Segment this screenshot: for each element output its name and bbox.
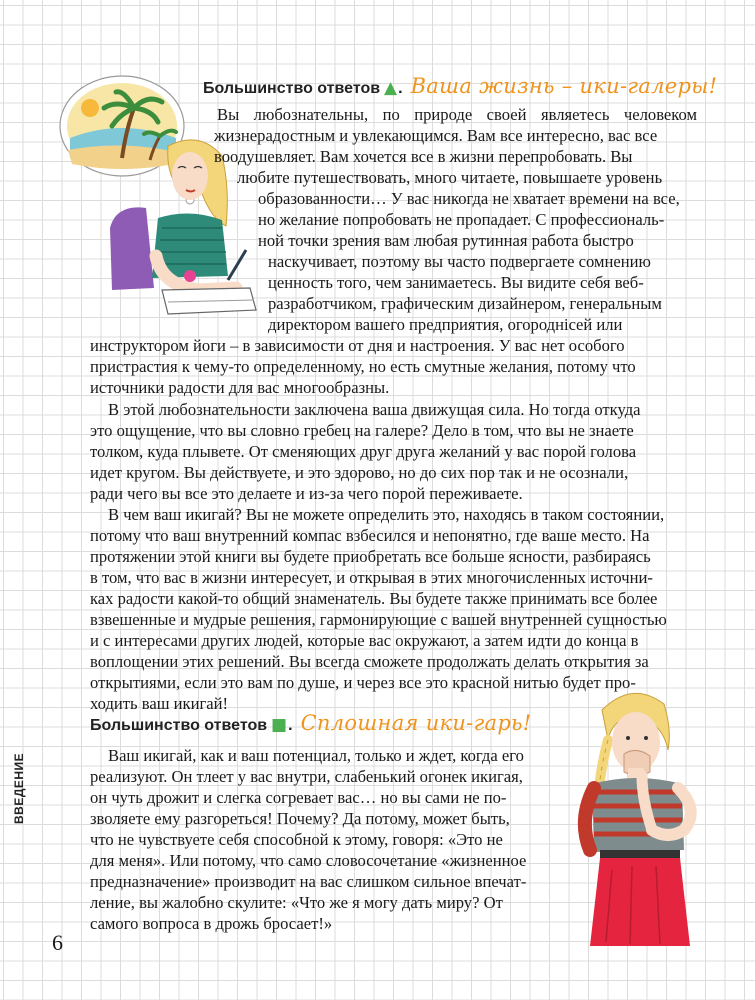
section1-line: Вы любознательны, по природе своей являетесь человеком	[217, 105, 697, 124]
section2-line: зволяете ему разгореться! Почему? Да потому, может быть,	[90, 809, 510, 828]
section1-line: жизнерадостным и увлекающимся. Вам все интересно, вас все	[214, 126, 658, 145]
section1-line: наскучивает, поэтому вы часто подвергаете сомнению	[268, 252, 651, 271]
section1-line: В чем ваш икигай? Вы не можете определить это, находясь в таком состоянии,	[108, 505, 665, 524]
section2-label: Большинство ответов	[90, 717, 268, 734]
section1-line: источники радости для вас многообразны.	[90, 378, 390, 397]
section1-line: открытиями, если это вам по душе, и через все это красной нитью будет про-	[90, 673, 636, 692]
section1-line: пристрастия к чему-то определенному, но есть смутные желания, потому что	[90, 357, 636, 376]
section2-line: он чуть дрожит и слегка согревает вас… но вы сами не по-	[90, 788, 507, 807]
section1-line: любите путешествовать, много читаете, повышаете уровень	[237, 168, 663, 187]
surprised-woman-illustration	[572, 680, 712, 980]
section2-title: Сплошная ики-гарь!	[300, 711, 532, 735]
section2-line: предназначение» производит на вас слишком сильное впечат-	[90, 872, 527, 891]
section1-line: образованности… У вас никогда не хватает времени на все,	[258, 189, 680, 208]
heading-dot: .	[288, 717, 293, 734]
triangle-marker-icon: ▲	[384, 78, 398, 98]
section1-line: воплощении этих решений. Вы всегда сможете продолжать делать открытия за	[90, 652, 649, 671]
section2-line: ление, вы жалобно скулите: «Что же я могу дать миру? От	[90, 893, 503, 912]
section1-line: ради чего вы все это делаете и из-за чего порой переживаете.	[90, 484, 523, 503]
section2-line: реализуют. Он тлеет у вас внутри, слабенький огонек икигая,	[90, 767, 523, 786]
section1-line: воодушевляет. Вам хочется все в жизни перепробовать. Вы	[214, 147, 633, 166]
section1-heading	[203, 74, 717, 98]
section2-line: что не чувствуете себя способной к этому, говоря: «Это не	[90, 830, 503, 849]
section1-line: директором вашего предприятия, огороднicей или	[268, 315, 623, 334]
section1-line: и с интересами других людей, которые вас окружают, а затем идти до конца в	[90, 631, 639, 650]
section2-line: самого вопроса в дрожь бросает!»	[90, 914, 333, 933]
heading-dot: .	[398, 80, 403, 97]
section1-line: ках радости какой-то общий знаменатель. Вы будете также принимать все более	[90, 589, 658, 608]
section1-line: это ощущение, что вы словно гребец на галере? Дело в том, что вы не знаете	[90, 421, 634, 440]
section2-line: для меня». Или потому, что само словосочетание «жизненное	[90, 851, 527, 870]
section1-line: но желание попробовать не пропадает. С профессиональ-	[258, 210, 665, 229]
section1-line: инструктором йоги – в зависимости от дня и настроения. У вас нет особого	[90, 336, 625, 355]
section1-line: ценность того, чем занимаетесь. Вы видите себя веб-	[268, 273, 644, 292]
section1-line: взвешенные и мудрые решения, гармонирующие с вашей внутренней сущностью	[90, 610, 667, 629]
section1-line: ной точки зрения вам любая рутинная работа быстро	[258, 231, 634, 250]
section2-heading	[90, 711, 532, 735]
section2-line: Ваш икигай, как и ваш потенциал, только и ждет, когда его	[108, 746, 524, 765]
section1-line: в том, что вас в жизни интересует, и открывая в этих многочисленных источни-	[90, 568, 653, 587]
page-number: 6	[52, 930, 63, 955]
section1-line: разработчиком, графическим дизайнером, генеральным	[268, 294, 662, 313]
section1-line: потому что ваш внутренний компас взбесился и непонятно, где ваше место. На	[90, 526, 650, 545]
section1-line: ходить ваш икигай!	[90, 694, 229, 713]
section1-line: толком, куда плывете. От сменяющих друг друга желаний у вас порой голова	[90, 442, 637, 461]
section1-line: протяжении этой книги вы будете приобретать все больше ясности, разбираясь	[90, 547, 651, 566]
section1-title: Ваша жизнь – ики-галеры!	[410, 74, 718, 98]
section-side-label: ВВЕДЕНИЕ	[12, 752, 26, 824]
section1-label: Большинство ответов	[203, 80, 381, 97]
section1-line: идет кругом. Вы действуете, и это здорово, но до сих пор так и не осознали,	[90, 463, 629, 482]
square-marker-icon: ■	[271, 715, 288, 735]
section1-line: В этой любознательности заключена ваша движущая сила. Но тогда откуда	[108, 400, 641, 419]
